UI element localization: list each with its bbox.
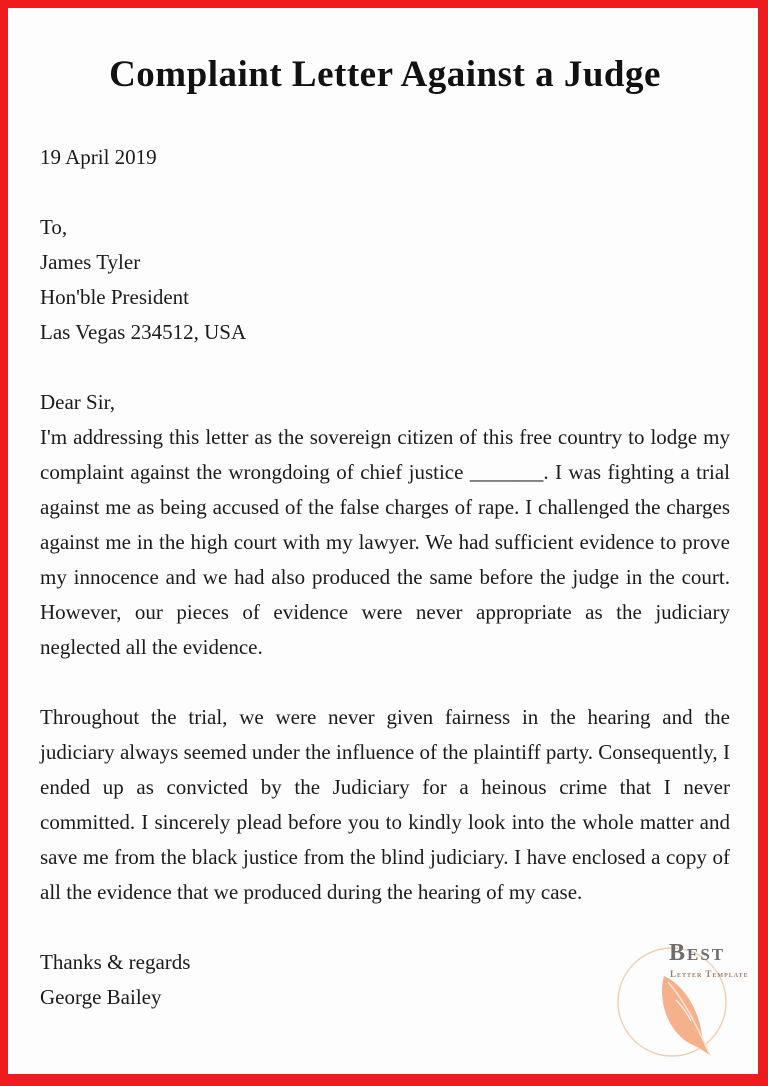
recipient-designation: Hon'ble President <box>40 285 190 309</box>
feather-icon <box>662 976 711 1056</box>
body-paragraph-2: Throughout the trial, we were never given fairness in the hearing and the judiciary always seemed under the influence of the plaintiff party. Consequently, I ended up as convicted by the Judiciary for a heinous crime that I never committed. I sincerely plead before you to kindly look into the whole matter and save me from the black justice from the blind judiciary. I have enclosed a copy of all the evidence that we produced during the hearing of my case. <box>40 705 730 904</box>
letter-title: Complaint Letter Against a Judge <box>109 54 661 95</box>
logo-subtitle-text: Letter Template <box>670 969 749 979</box>
best-letter-template-logo <box>612 938 756 1066</box>
body-block <box>40 385 730 910</box>
greeting: Dear Sir, <box>40 390 115 414</box>
signature-name: George Bailey <box>40 985 162 1009</box>
recipient-block <box>40 210 730 350</box>
letter-date: 19 April 2019 <box>40 145 157 169</box>
closing-line: Thanks & regards <box>40 950 191 974</box>
logo-brand-text: Best <box>669 940 726 966</box>
letter-content <box>8 8 758 1074</box>
recipient-to-line: To, <box>40 215 68 239</box>
recipient-name: James Tyler <box>40 250 141 274</box>
body-paragraph-1: I'm addressing this letter as the sovereign citizen of this free country to lodge my complaint against the wrongdoing of chief justice _______. I was fighting a trial against me as being accused of the false charges of rape. I challenged the charges against me in the high court with my lawyer. We had sufficient evidence to prove my innocence and we had also produced the same before the judge in the court. However, our pieces of evidence were never appropriate as the judiciary neglected all the evidence. <box>40 425 730 659</box>
recipient-address: Las Vegas 234512, USA <box>40 320 247 344</box>
